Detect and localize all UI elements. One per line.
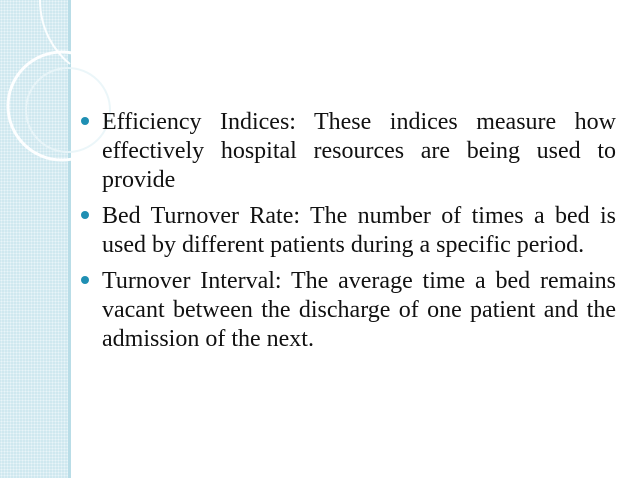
bullet-dot-icon xyxy=(81,276,89,284)
list-item xyxy=(78,267,616,354)
list-item xyxy=(78,202,616,260)
bullet-dot-icon xyxy=(81,211,89,219)
bullet-text: Turnover Interval: The average time a bed remains vacant between the discharge of one patient and the admission of the next. xyxy=(102,268,616,352)
list-item xyxy=(78,108,616,195)
bullet-text: Bed Turnover Rate: The number of times a bed is used by different patients during a specific period. xyxy=(102,203,616,258)
bullet-dot-icon xyxy=(81,117,89,125)
bullet-list xyxy=(78,108,616,361)
bullet-text: Efficiency Indices: These indices measure how effectively hospital resources are being used to provide xyxy=(102,109,616,193)
